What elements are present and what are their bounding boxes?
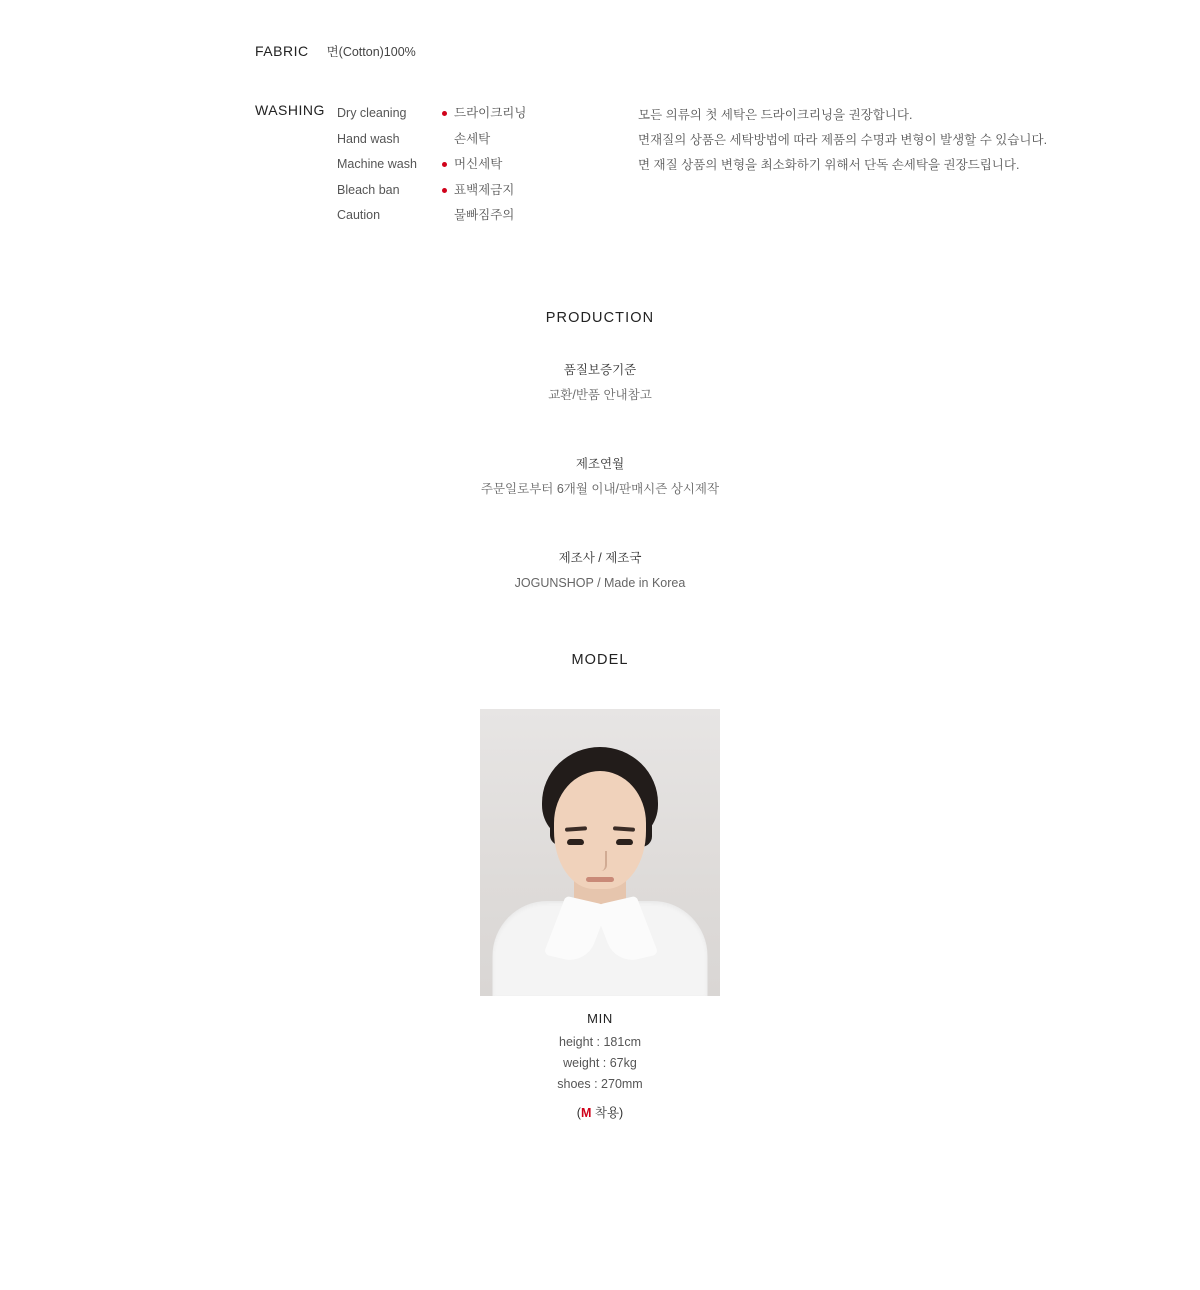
production-group-sub: JOGUNSHOP / Made in Korea xyxy=(514,576,686,590)
model-wearing-size xyxy=(0,1103,1200,1121)
nose-shape xyxy=(596,851,607,871)
model-title: MODEL xyxy=(571,652,629,668)
washing-korean-item: 물빠짐주의 xyxy=(454,208,515,222)
production-group-head: 품질보증기준 xyxy=(563,363,637,377)
production-group xyxy=(0,453,1200,500)
model-section xyxy=(0,652,1200,1121)
washing-english-item: Hand wash xyxy=(337,131,400,146)
production-title: PRODUCTION xyxy=(545,310,655,326)
model-height: height : 181cm xyxy=(559,1035,641,1049)
eye-left-shape xyxy=(567,839,584,845)
washing-label: WASHING xyxy=(255,102,325,118)
model-name: MIN xyxy=(587,1011,613,1026)
washing-note-line: 면재질의 상품은 세탁방법에 따라 제품의 수명과 변형이 발생할 수 있습니다. xyxy=(638,133,1048,147)
mouth-shape xyxy=(586,877,614,882)
washing-english-item: Dry cleaning xyxy=(337,106,407,120)
washing-korean-item: 머신세탁 xyxy=(442,152,552,178)
fabric-value: 면(Cotton)100% xyxy=(326,45,416,59)
fabric-section xyxy=(255,42,416,60)
fabric-label: FABRIC xyxy=(255,43,309,59)
washing-korean-list xyxy=(442,101,552,229)
washing-english-item: Caution xyxy=(337,208,381,222)
eye-right-shape xyxy=(616,839,633,845)
model-photo xyxy=(480,709,720,996)
washing-korean-item: 표백제금지 xyxy=(442,178,552,204)
production-group-head: 제조연월 xyxy=(575,457,625,471)
model-weight: weight : 67kg xyxy=(563,1056,637,1070)
washing-english-item: Bleach ban xyxy=(337,182,400,197)
model-shoes: shoes : 270mm xyxy=(557,1077,643,1091)
production-group-sub: 주문일로부터 6개월 이내/판매시즌 상시제작 xyxy=(480,482,720,496)
washing-korean-item: 손세탁 xyxy=(454,131,491,146)
wear-size: M xyxy=(580,1106,592,1120)
washing-korean-item: 드라이크리닝 xyxy=(442,101,552,127)
production-group xyxy=(0,547,1200,594)
washing-english-item: Machine wash xyxy=(337,157,417,171)
production-group xyxy=(0,359,1200,406)
wear-prefix: ( xyxy=(576,1106,581,1120)
washing-section xyxy=(255,101,1047,229)
washing-english-list xyxy=(337,101,442,229)
washing-note-line: 모든 의류의 첫 세탁은 드라이크리닝을 권장합니다. xyxy=(638,108,913,122)
production-section xyxy=(0,310,1200,594)
production-group-sub: 교환/반품 안내참고 xyxy=(548,388,652,402)
wear-suffix: 착용) xyxy=(591,1106,624,1120)
washing-note-line: 면 재질 상품의 변형을 최소화하기 위해서 단독 손세탁을 권장드립니다. xyxy=(638,158,1020,172)
production-group-head: 제조사 / 제조국 xyxy=(558,551,642,565)
model-specs xyxy=(0,1032,1200,1095)
washing-notes xyxy=(638,101,1047,178)
